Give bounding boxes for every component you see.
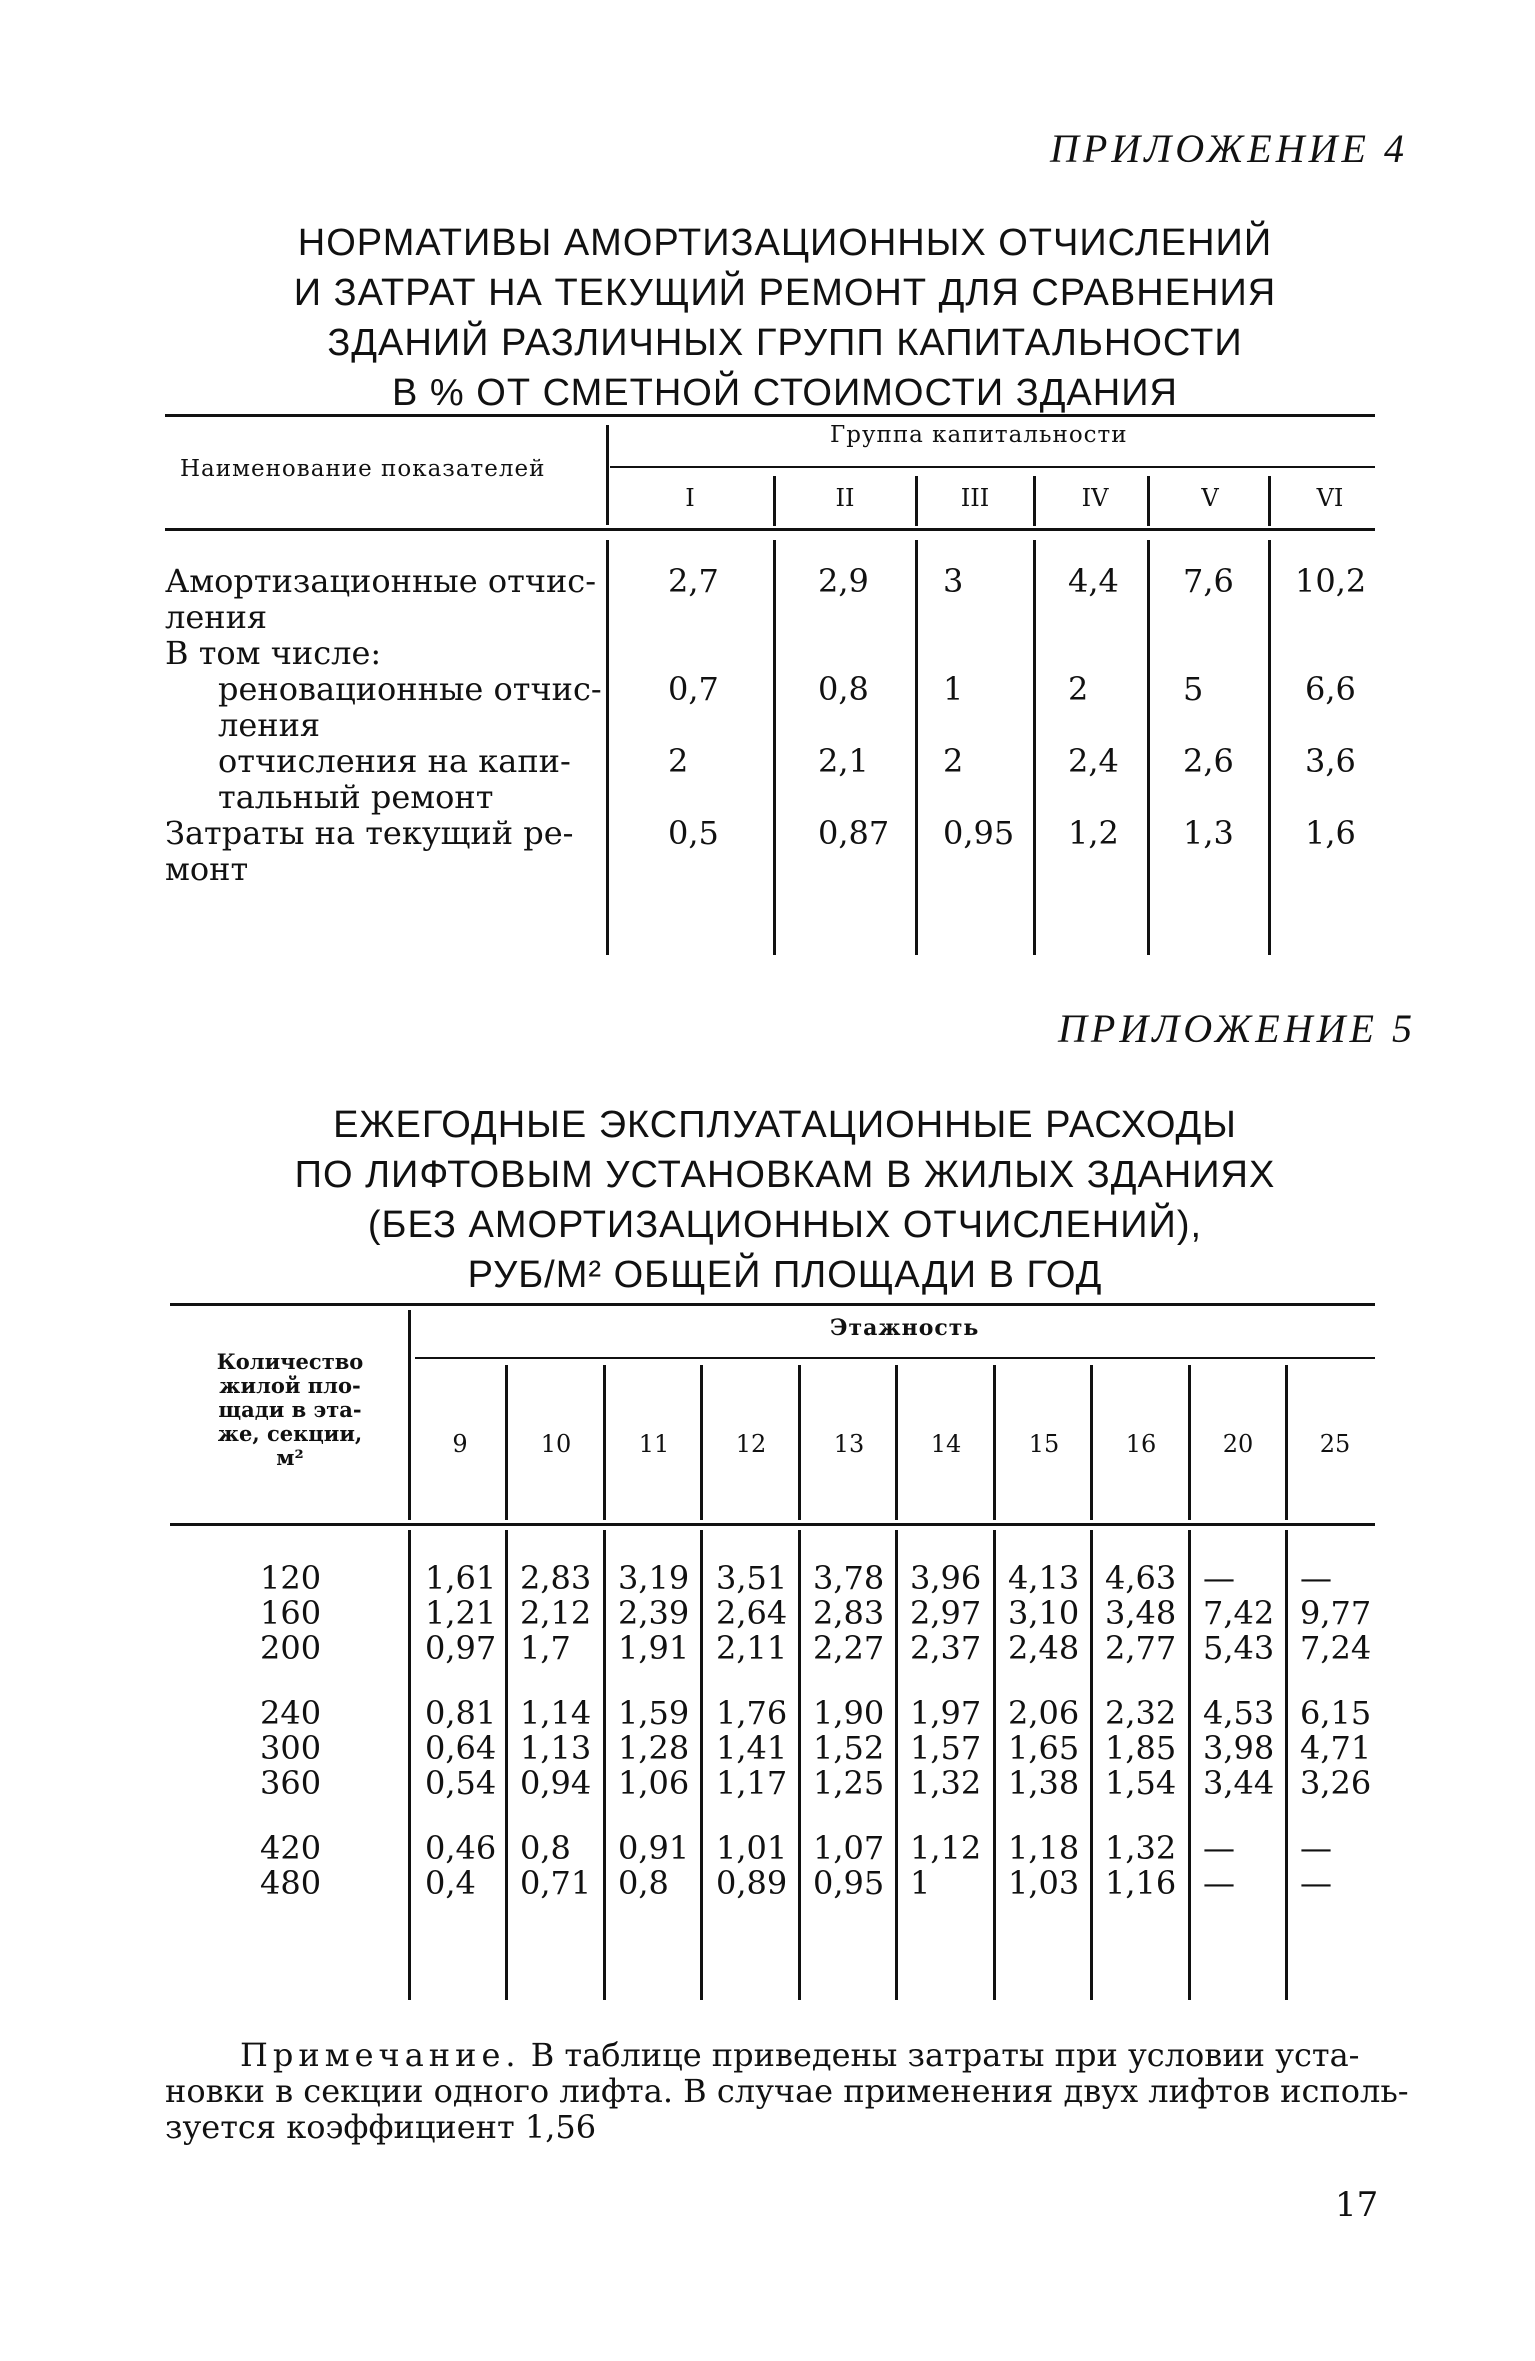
table-cell: 0,8 <box>818 670 869 708</box>
table-cell: 2,12 <box>520 1594 592 1632</box>
column-header: 9 <box>452 1430 468 1458</box>
group-header-rule <box>610 466 1375 468</box>
table-cell: 1,25 <box>813 1764 885 1802</box>
column-header: VI <box>1316 484 1344 512</box>
column-divider <box>1188 1530 1191 2000</box>
header-bottom-rule <box>170 1523 1375 1526</box>
table-cell: — <box>1203 1829 1235 1867</box>
title-line: НОРМАТИВЫ АМОРТИЗАЦИОННЫХ ОТЧИСЛЕНИЙ <box>297 222 1273 264</box>
table-cell: 1,3 <box>1183 814 1234 852</box>
table-cell: 5 <box>1183 670 1204 708</box>
appendix-5-title <box>200 1100 1370 1300</box>
row-area: 200 <box>260 1629 322 1667</box>
column-header: III <box>960 484 990 512</box>
table-cell: 1,2 <box>1068 814 1119 852</box>
table-cell: 3,6 <box>1305 742 1356 780</box>
table-cell: 0,64 <box>425 1729 497 1767</box>
row-label: монт <box>165 850 249 888</box>
table-cell: 1,32 <box>910 1764 982 1802</box>
row-label: реновационные отчис- <box>218 670 602 708</box>
title-line: (БЕЗ АМОРТИЗАЦИОННЫХ ОТЧИСЛЕНИЙ), <box>367 1204 1203 1246</box>
group-header: Группа капитальности <box>830 422 1128 448</box>
table-cell: 0,4 <box>425 1864 476 1902</box>
column-header: 20 <box>1222 1430 1254 1458</box>
column-header: 16 <box>1125 1430 1157 1458</box>
table-cell: 3,26 <box>1300 1764 1372 1802</box>
row-label: Амортизационные отчис- <box>165 562 597 600</box>
row-label: тальный ремонт <box>218 778 494 816</box>
table-cell: 0,8 <box>618 1864 669 1902</box>
table-cell: 3,19 <box>618 1559 690 1597</box>
table-cell: 2,11 <box>716 1629 788 1667</box>
column-divider <box>895 1530 898 2000</box>
column-header: I <box>685 484 695 512</box>
table-cell: 1,91 <box>618 1629 690 1667</box>
column-divider <box>895 1365 898 1520</box>
column-header: 14 <box>930 1430 962 1458</box>
table-cell: 2,4 <box>1068 742 1119 780</box>
table-cell: 2,1 <box>818 742 869 780</box>
title-line: ЕЖЕГОДНЫЕ ЭКСПЛУАТАЦИОННЫЕ РАСХОДЫ <box>333 1104 1237 1146</box>
title-line: И ЗАТРАТ НА ТЕКУЩИЙ РЕМОНТ ДЛЯ СРАВНЕНИЯ <box>293 272 1277 314</box>
column-divider <box>505 1530 508 2000</box>
table-cell: — <box>1203 1864 1235 1902</box>
table-cell: 2,77 <box>1105 1629 1177 1667</box>
column-divider <box>993 1365 996 1520</box>
table-cell: 6,6 <box>1305 670 1356 708</box>
row-label: ления <box>165 598 268 636</box>
table-top-rule <box>165 414 1375 417</box>
table-cell: 1,18 <box>1008 1829 1080 1867</box>
page-number: 17 <box>1335 2185 1379 2225</box>
table-cell: 1,65 <box>1008 1729 1080 1767</box>
table-cell: — <box>1300 1864 1332 1902</box>
column-divider <box>993 1530 996 2000</box>
row-area: 120 <box>260 1559 322 1597</box>
table-cell: 7,6 <box>1183 562 1234 600</box>
column-divider <box>408 1310 411 1520</box>
column-header: 25 <box>1319 1430 1351 1458</box>
table-cell: 7,42 <box>1203 1594 1275 1632</box>
table-cell: 1,54 <box>1105 1764 1177 1802</box>
column-divider <box>1188 1365 1191 1520</box>
table-cell: 2,9 <box>818 562 869 600</box>
table-cell: 1,13 <box>520 1729 592 1767</box>
table-cell: 1,61 <box>425 1559 497 1597</box>
column-divider <box>773 540 776 955</box>
table-cell: 0,8 <box>520 1829 571 1867</box>
table-top-rule <box>170 1303 1375 1306</box>
column-divider <box>1033 540 1036 955</box>
table-cell: 2 <box>668 742 689 780</box>
column-header: V <box>1201 484 1219 512</box>
column-header: 12 <box>735 1430 767 1458</box>
row-header-line: щади в эта- <box>218 1397 362 1422</box>
table-cell: 1,21 <box>425 1594 497 1632</box>
row-header-line: же, секции, <box>217 1421 363 1446</box>
table-cell: 2,48 <box>1008 1629 1080 1667</box>
column-header: II <box>835 484 855 512</box>
table-cell: 2,39 <box>618 1594 690 1632</box>
row-header-line: жилой пло- <box>219 1373 361 1398</box>
table-cell: 0,95 <box>943 814 1015 852</box>
footnote-prefix: Примечание. <box>240 2036 521 2074</box>
table-cell: 0,46 <box>425 1829 497 1867</box>
table-cell: 9,77 <box>1300 1594 1372 1632</box>
table-cell: 1 <box>943 670 964 708</box>
table-cell: 1,14 <box>520 1694 592 1732</box>
column-divider <box>915 476 918 526</box>
table-cell: 2,64 <box>716 1594 788 1632</box>
group-header-rule <box>415 1357 1375 1359</box>
table-cell: 2,27 <box>813 1629 885 1667</box>
table-cell: 2,37 <box>910 1629 982 1667</box>
column-header: 13 <box>833 1430 865 1458</box>
table-cell: 1,85 <box>1105 1729 1177 1767</box>
footnote-line <box>240 2037 1359 2073</box>
table-cell: 0,5 <box>668 814 719 852</box>
row-area: 420 <box>260 1829 322 1867</box>
table-cell: 2,7 <box>668 562 719 600</box>
column-divider <box>1033 476 1036 526</box>
table-cell: 1,03 <box>1008 1864 1080 1902</box>
table-cell: 1 <box>910 1864 931 1902</box>
table-cell: 6,15 <box>1300 1694 1372 1732</box>
table-cell: 0,87 <box>818 814 890 852</box>
column-divider <box>798 1530 801 2000</box>
column-divider <box>1090 1530 1093 2000</box>
table-cell: 1,52 <box>813 1729 885 1767</box>
table-cell: 1,01 <box>716 1829 788 1867</box>
table-cell: 1,76 <box>716 1694 788 1732</box>
column-header: IV <box>1081 484 1109 512</box>
table-cell: 3,98 <box>1203 1729 1275 1767</box>
footnote-text: В таблице приведены затраты при условии уста- <box>530 2036 1360 2074</box>
table-cell: 4,13 <box>1008 1559 1080 1597</box>
table-cell: 2,06 <box>1008 1694 1080 1732</box>
table-cell: 5,43 <box>1203 1629 1275 1667</box>
table-cell: — <box>1203 1559 1235 1597</box>
table-cell: 2,97 <box>910 1594 982 1632</box>
table-cell: — <box>1300 1559 1332 1597</box>
appendix-4-label: ПРИЛОЖЕНИЕ 4 <box>1050 126 1408 171</box>
column-divider <box>773 476 776 526</box>
column-header: 11 <box>638 1430 670 1458</box>
table-cell: 3,96 <box>910 1559 982 1597</box>
column-divider <box>1285 1530 1288 2000</box>
column-header: 10 <box>540 1430 572 1458</box>
table-cell: 0,89 <box>716 1864 788 1902</box>
table-cell: 1,57 <box>910 1729 982 1767</box>
column-divider <box>606 540 609 955</box>
row-area: 300 <box>260 1729 322 1767</box>
row-header: Наименование показателей <box>180 456 546 482</box>
table-cell: 0,54 <box>425 1764 497 1802</box>
group-header: Этажность <box>830 1315 980 1341</box>
table-cell: 4,53 <box>1203 1694 1275 1732</box>
table-cell: 1,97 <box>910 1694 982 1732</box>
table-cell: 1,07 <box>813 1829 885 1867</box>
table-cell: 0,95 <box>813 1864 885 1902</box>
column-divider <box>1268 540 1271 955</box>
column-divider <box>1285 1365 1288 1520</box>
table-cell: 1,38 <box>1008 1764 1080 1802</box>
title-line: В % ОТ СМЕТНОЙ СТОИМОСТИ ЗДАНИЯ <box>392 372 1178 414</box>
column-divider <box>915 540 918 955</box>
column-divider <box>408 1530 411 2000</box>
table-cell: 2 <box>943 742 964 780</box>
column-header: 15 <box>1028 1430 1060 1458</box>
table-cell: 0,94 <box>520 1764 592 1802</box>
table-cell: 3,78 <box>813 1559 885 1597</box>
table-cell: 0,97 <box>425 1629 497 1667</box>
table-cell: 1,28 <box>618 1729 690 1767</box>
table-cell: 1,16 <box>1105 1864 1177 1902</box>
column-divider <box>603 1365 606 1520</box>
table-cell: 10,2 <box>1295 562 1367 600</box>
table-cell: 1,17 <box>716 1764 788 1802</box>
table-cell: 0,91 <box>618 1829 690 1867</box>
table-cell: 1,41 <box>716 1729 788 1767</box>
row-area: 360 <box>260 1764 322 1802</box>
appendix-4-title <box>200 218 1370 418</box>
table-cell: 1,59 <box>618 1694 690 1732</box>
column-divider <box>1090 1365 1093 1520</box>
column-divider <box>1147 476 1150 526</box>
table-cell: 0,7 <box>668 670 719 708</box>
column-divider <box>1147 540 1150 955</box>
table-cell: 4,4 <box>1068 562 1119 600</box>
row-header-line: Количество <box>216 1349 364 1374</box>
table-cell: 1,12 <box>910 1829 982 1867</box>
row-label: Затраты на текущий ре- <box>165 814 574 852</box>
table-cell: 2,83 <box>520 1559 592 1597</box>
table-cell: 3,51 <box>716 1559 788 1597</box>
appendix-5-label: ПРИЛОЖЕНИЕ 5 <box>1058 1006 1416 1051</box>
title-line: РУБ/М² ОБЩЕЙ ПЛОЩАДИ В ГОД <box>467 1254 1103 1296</box>
column-divider <box>603 1530 606 2000</box>
row-label: отчисления на капи- <box>218 742 571 780</box>
title-line: ЗДАНИЙ РАЗЛИЧНЫХ ГРУПП КАПИТАЛЬНОСТИ <box>327 322 1243 364</box>
table-cell: 0,71 <box>520 1864 592 1902</box>
table-cell: 3,10 <box>1008 1594 1080 1632</box>
header-divider <box>606 425 609 525</box>
table-cell: 3,44 <box>1203 1764 1275 1802</box>
column-divider <box>700 1365 703 1520</box>
row-area: 160 <box>260 1594 322 1632</box>
row-label: В том числе: <box>165 634 382 672</box>
table-cell: 1,90 <box>813 1694 885 1732</box>
table-cell: 2 <box>1068 670 1089 708</box>
row-header <box>180 1350 400 1470</box>
table-cell: 1,32 <box>1105 1829 1177 1867</box>
row-area: 240 <box>260 1694 322 1732</box>
table-cell: — <box>1300 1829 1332 1867</box>
footnote-line: новки в секции одного лифта. В случае применения двух лифтов исполь- <box>165 2072 1409 2110</box>
table-cell: 3,48 <box>1105 1594 1177 1632</box>
table-cell: 2,6 <box>1183 742 1234 780</box>
table-cell: 1,06 <box>618 1764 690 1802</box>
table-cell: 1,6 <box>1305 814 1356 852</box>
footnote-line: зуется коэффициент 1,56 <box>165 2108 597 2146</box>
title-line: ПО ЛИФТОВЫМ УСТАНОВКАМ В ЖИЛЫХ ЗДАНИЯХ <box>294 1154 1276 1196</box>
header-bottom-rule <box>165 528 1375 531</box>
row-header-line: м² <box>276 1445 304 1470</box>
table-cell: 3 <box>943 562 964 600</box>
table-cell: 1,7 <box>520 1629 571 1667</box>
table-cell: 4,63 <box>1105 1559 1177 1597</box>
table-cell: 4,71 <box>1300 1729 1372 1767</box>
column-divider <box>1268 476 1271 526</box>
table-cell: 7,24 <box>1300 1629 1372 1667</box>
table-cell: 2,32 <box>1105 1694 1177 1732</box>
row-area: 480 <box>260 1864 322 1902</box>
table-cell: 0,81 <box>425 1694 497 1732</box>
column-divider <box>505 1365 508 1520</box>
table-cell: 2,83 <box>813 1594 885 1632</box>
column-divider <box>798 1365 801 1520</box>
row-label: ления <box>218 706 321 744</box>
column-divider <box>700 1530 703 2000</box>
